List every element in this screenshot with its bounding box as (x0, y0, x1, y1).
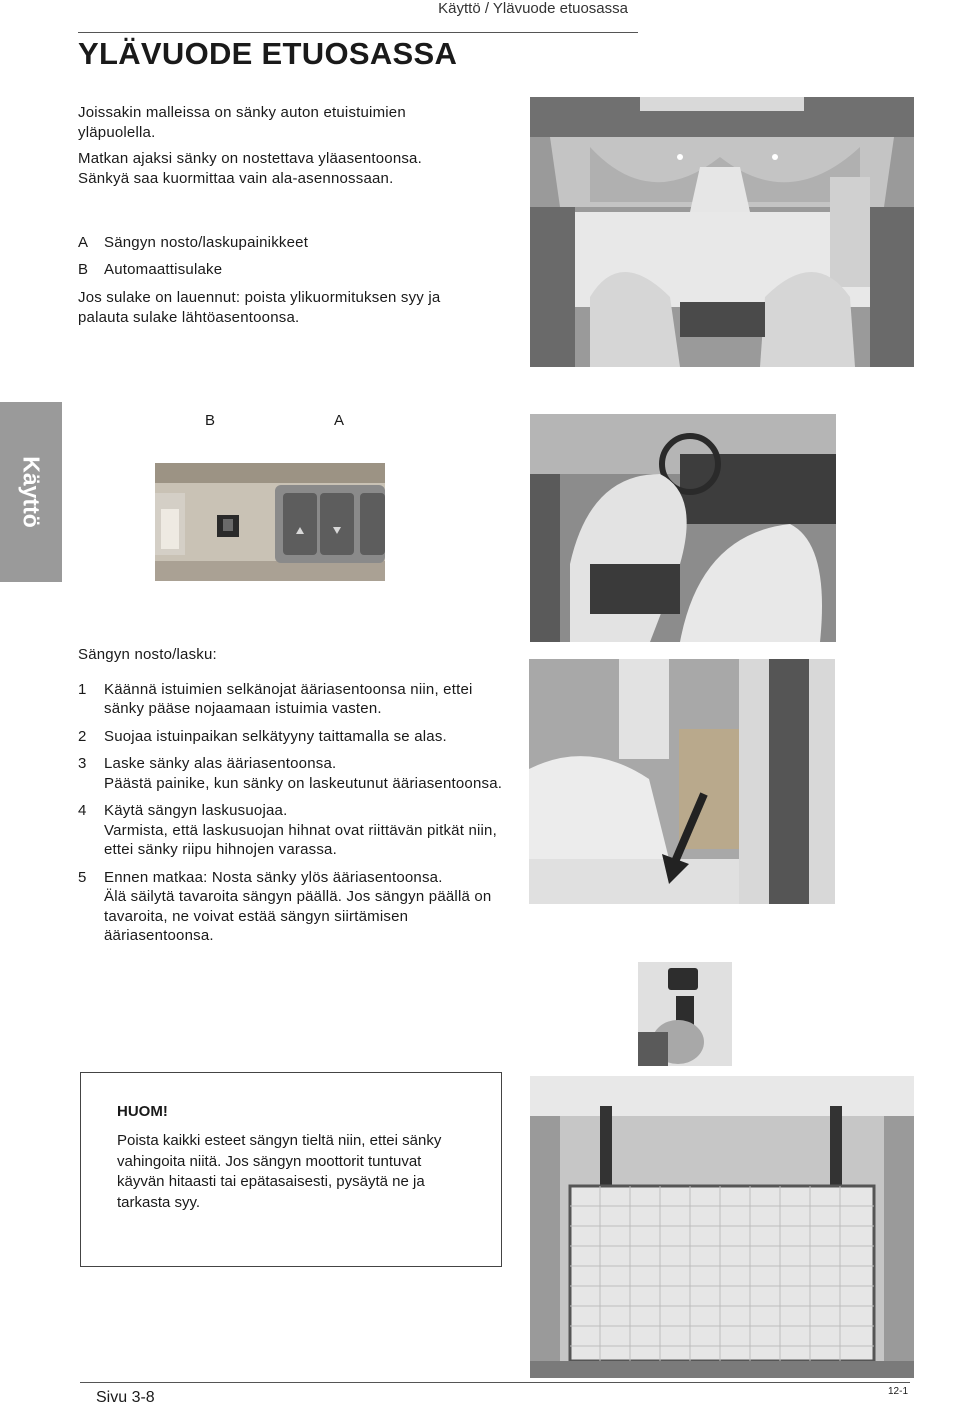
step-number: 4 (78, 802, 87, 819)
step-number: 5 (78, 868, 87, 886)
step-text: Ennen matkaa: Nosta sänky ylös ääriasentoonsa. (104, 868, 443, 886)
intro-line: Matkan ajaksi sänky on nostettava yläasentoonsa. (78, 150, 422, 167)
step-text: Käytä sängyn laskusuojaa. (104, 802, 288, 819)
section-tab-label: Käyttö (18, 456, 45, 528)
photo-control-panel (155, 463, 385, 581)
notice-title: HUOM! (117, 1103, 168, 1120)
step-detail: Älä säilytä tavaroita sängyn päällä. Jos sängyn päällä on tavaroita, ne voivat estää sängyn siirtämisen ääriasentoonsa. (104, 888, 492, 944)
photo-cab-overhead-bed (530, 97, 914, 367)
photo-safety-net (530, 1076, 914, 1378)
step-detail: Varmista, että laskusuojan hihnat ovat riittävän pitkät niin, ettei sänky riipu hihnojen varassa. (104, 821, 497, 858)
step-detail: Päästä painike, kun sänky on laskeutunut ääriasentoonsa. (104, 774, 503, 792)
page-number: Sivu 3-8 (96, 1389, 155, 1406)
photo-strap-buckle (638, 962, 732, 1066)
step-number: 1 (78, 680, 87, 698)
step-number: 3 (78, 755, 87, 772)
header-divider (78, 32, 638, 33)
definition-text: Automaattisulake (104, 260, 223, 278)
intro-line: Sänkyä saa kuormittaa vain ala-asennossaan. (78, 169, 394, 187)
step-item (78, 727, 508, 747)
definition-letter: B (78, 260, 89, 278)
notice-text: Poista kaikki esteet sängyn tieltä niin, ettei sänky vahingoita niitä. Jos sängyn moottorit tuntuvat käyvän hitaasti tai epätasaisesti, pysäytä ne ja tarkasta syy. (117, 1132, 442, 1211)
step-number: 2 (78, 727, 87, 745)
photo-bed-lowered (529, 659, 835, 904)
steps-title: Sängyn nosto/lasku: (78, 646, 217, 663)
definition-letter: A (78, 234, 89, 251)
footer-divider (80, 1382, 910, 1383)
step-item (78, 754, 508, 793)
fuse-note: Jos sulake on lauennut: poista ylikuormituksen syy ja palauta sulake lähtöasentoonsa. (78, 289, 441, 326)
definition-item (78, 260, 498, 280)
definition-item (78, 233, 498, 253)
step-text: Laske sänky alas ääriasentoonsa. (104, 755, 337, 772)
version-code: 12-1 (888, 1386, 909, 1397)
section-tab (0, 402, 62, 582)
intro-text (78, 103, 478, 188)
step-item (78, 868, 508, 946)
step-text: Käännä istuimien selkänojat ääriasentoonsa niin, ettei sänky pääse nojaamaan istuimia vasten. (104, 680, 473, 717)
notice-box (80, 1072, 502, 1267)
definition-text: Sängyn nosto/laskupainikkeet (104, 234, 309, 251)
step-item (78, 680, 508, 719)
definitions-list (78, 233, 498, 279)
step-text: Suojaa istuinpaikan selkätyyny taittamalla se alas. (104, 727, 447, 745)
photo-seats-turned (530, 414, 836, 642)
steps-section (78, 645, 508, 946)
intro-line: Joissakin malleissa on sänky auton etuistuimien yläpuolella. (78, 104, 406, 141)
page-title: YLÄVUODE ETUOSASSA (78, 36, 458, 71)
figure-label-b: B (205, 412, 216, 429)
step-item (78, 801, 508, 860)
figure-label-a: A (334, 412, 345, 429)
breadcrumb: Käyttö / Ylävuode etuosassa (438, 0, 628, 17)
